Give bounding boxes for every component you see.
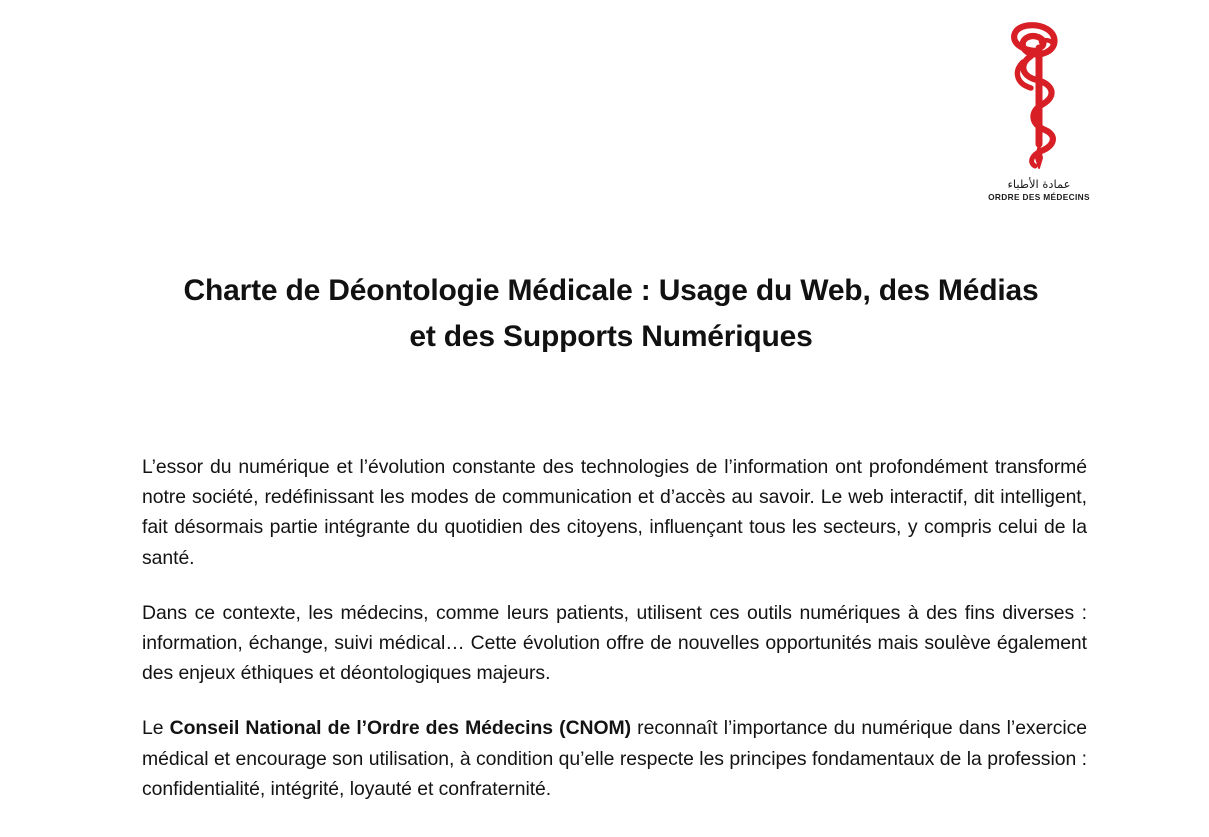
paragraph-contexte [142, 598, 1087, 689]
page-title: Charte de Déontologie Médicale : Usage du Web, des Médias et des Supports Numériques [183, 274, 1039, 353]
body-text-run: Le [142, 717, 170, 740]
logo-caption-french: ORDRE DES MÉDECINS [988, 192, 1090, 202]
document-body [142, 452, 1087, 804]
body-text-run: L’essor du numérique et l’évolution constante des technologies de l’information ont profondément transformé notre société, redéfinissant les modes de communication et d’accès au savoir. Le web interactif, dit intelligent, fait désormais partie intégrante du quotidien des citoyens, influençant tous les secteurs, y compris celui de la santé. [142, 456, 1087, 569]
paragraph-cnom [142, 713, 1087, 804]
logo-caption-arabic: عمادة الأطباء [1007, 177, 1071, 191]
body-text-run: reconnaît l’importance du numérique dans l’exercice médical et encourage son utilisation, à condition qu’elle respecte les principes fondamentaux de la profession : confidentialité, intégrité, loyauté et confraternité. [142, 717, 1087, 800]
emphasis-text: Conseil National de l’Ordre des Médecins (CNOM) [169, 717, 632, 740]
organization-logo [983, 18, 1095, 214]
body-text-run: Dans ce contexte, les médecins, comme leurs patients, utilisent ces outils numériques à des fins diverses : information, échange, suivi médical… Cette évolution offre de nouvelles opportunités mais soulève également des enjeux éthiques et déontologiques majeurs. [142, 601, 1087, 685]
rod-of-asclepius-icon [983, 18, 1095, 176]
paragraph-intro [142, 452, 1087, 573]
